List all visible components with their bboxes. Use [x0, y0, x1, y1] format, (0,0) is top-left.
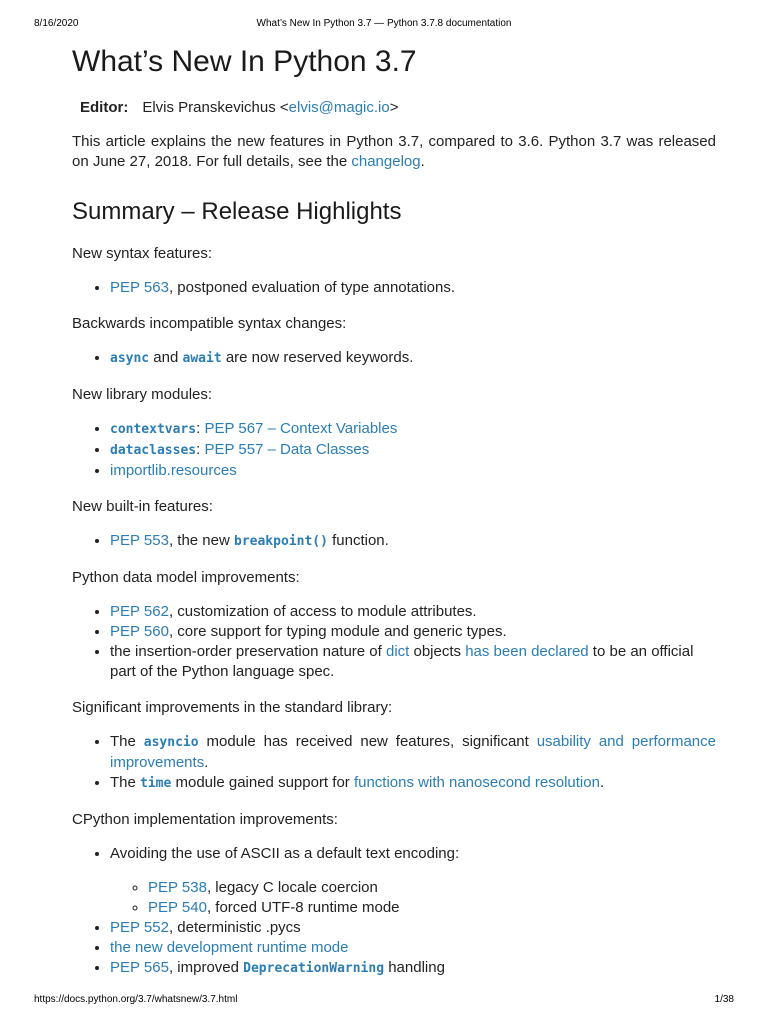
list-item: [110, 531, 716, 552]
pep-565-link[interactable]: PEP 565: [110, 959, 169, 976]
editor-line: [72, 98, 716, 118]
list-item: [110, 348, 716, 369]
list-item-text: , forced UTF-8 runtime mode: [206, 899, 400, 916]
datamodel-list: [72, 602, 716, 682]
pep-562-link[interactable]: PEP 562: [110, 603, 169, 620]
list-item-text: module has received new features, significant: [198, 733, 537, 750]
pep-557-link[interactable]: PEP 557 – Data Classes: [204, 441, 370, 458]
list-item-text: and: [149, 349, 183, 366]
incompat-list: [72, 348, 716, 369]
list-item: [148, 878, 716, 898]
list-item-text: function.: [327, 532, 389, 549]
cpython-list: [72, 844, 716, 979]
stdlib-lead: Significant improvements in the standard library:: [72, 699, 393, 716]
datamodel-lead: Python data model improvements:: [72, 569, 300, 586]
builtins-lead: New built-in features:: [72, 498, 213, 515]
print-title: What’s New In Python 3.7 — Python 3.7.8 documentation: [256, 18, 512, 29]
document-body: [72, 42, 716, 979]
print-date: 8/16/2020: [34, 18, 79, 29]
list-item-text: , the new: [168, 532, 234, 549]
list-item-text: , deterministic .pycs: [168, 919, 301, 936]
asyncio-link[interactable]: asyncio: [143, 735, 199, 750]
editor-label: Editor:: [80, 99, 129, 116]
list-item-text: the insertion-order preservation nature of: [110, 643, 386, 660]
list-item: [110, 958, 716, 979]
has-been-declared-link[interactable]: has been declared: [465, 643, 589, 660]
list-item-text: module gained support for: [171, 774, 354, 791]
list-item-text: , legacy C locale coercion: [206, 879, 378, 896]
list-item: [110, 938, 716, 958]
dev-runtime-mode-link[interactable]: the new development runtime mode: [110, 939, 349, 956]
await-link[interactable]: await: [182, 351, 222, 366]
intro-paragraph: [72, 132, 716, 172]
list-item-sep: :: [196, 441, 205, 458]
modules-list: [72, 419, 716, 481]
cpython-lead: CPython implementation improvements:: [72, 811, 338, 828]
pep-553-link[interactable]: PEP 553: [110, 532, 169, 549]
list-item-text: are now reserved keywords.: [221, 349, 414, 366]
async-link[interactable]: async: [110, 351, 150, 366]
list-item-text: , postponed evaluation of type annotations.: [168, 279, 456, 296]
pep-563-link[interactable]: PEP 563: [110, 279, 169, 296]
list-item-text: , customization of access to module attributes.: [168, 603, 477, 620]
dict-link[interactable]: dict: [385, 643, 410, 660]
intro-text: This article explains the new features in Python 3.7, compared to 3.6. Python 3.7 was released on June 27, 2018. For full details, see the: [72, 133, 716, 170]
list-item: [110, 440, 716, 461]
list-item-text: The: [110, 774, 141, 791]
list-item-text: .: [599, 774, 605, 791]
editor-name: Elvis Pranskevichus <: [142, 99, 289, 116]
list-item: [110, 642, 716, 682]
pep-540-link[interactable]: PEP 540: [148, 899, 207, 916]
modules-lead: New library modules:: [72, 386, 213, 403]
changelog-link[interactable]: changelog: [351, 153, 421, 170]
list-item: [110, 844, 716, 918]
list-item-sep: :: [196, 420, 205, 437]
dataclasses-link[interactable]: dataclasses: [110, 443, 197, 458]
list-item: [110, 622, 716, 642]
list-item-text: .: [204, 754, 209, 771]
list-item: [110, 732, 716, 773]
section-title: Summary – Release Highlights: [72, 198, 402, 225]
list-item: [110, 278, 716, 298]
time-link[interactable]: time: [140, 776, 172, 791]
print-header: [34, 18, 734, 32]
list-item: [148, 898, 716, 918]
incompat-lead: Backwards incompatible syntax changes:: [72, 315, 347, 332]
nanosecond-link[interactable]: functions with nanosecond resolution: [353, 774, 600, 791]
intro-end: .: [420, 153, 425, 170]
editor-email-link[interactable]: elvis@magic.io: [288, 99, 390, 116]
pep-567-link[interactable]: PEP 567 – Context Variables: [204, 420, 398, 437]
builtins-list: [72, 531, 716, 552]
pep-560-link[interactable]: PEP 560: [110, 623, 169, 640]
syntax-list: [72, 278, 716, 298]
importlib-resources-link[interactable]: importlib.resources: [110, 462, 237, 479]
list-item: [110, 419, 716, 440]
breakpoint-link[interactable]: breakpoint(): [234, 534, 328, 549]
list-item: [110, 461, 716, 481]
contextvars-link[interactable]: contextvars: [110, 422, 197, 437]
list-item-text: Avoiding the use of ASCII as a default text encoding:: [110, 845, 460, 862]
print-footer: [34, 994, 734, 1008]
list-item: [110, 773, 716, 794]
stdlib-list: [72, 732, 716, 794]
list-item-text: handling: [384, 959, 445, 976]
list-item-text: to be an official part of the Python language spec.: [110, 643, 694, 680]
print-url: https://docs.python.org/3.7/whatsnew/3.7.html: [34, 994, 238, 1005]
usability-performance-link[interactable]: usability and performance improvements: [110, 733, 716, 771]
editor-close: >: [389, 99, 399, 116]
pep-538-link[interactable]: PEP 538: [148, 879, 207, 896]
list-item: [110, 602, 716, 622]
list-item-text: , improved: [168, 959, 244, 976]
syntax-lead: New syntax features:: [72, 245, 213, 262]
list-item-text: objects: [409, 643, 466, 660]
list-item-text: The: [110, 733, 144, 750]
page-number: 1/38: [714, 994, 734, 1005]
list-item-text: , core support for typing module and generic types.: [168, 623, 507, 640]
list-item: [110, 918, 716, 938]
cpython-sublist: [110, 878, 716, 918]
page-title: What’s New In Python 3.7: [72, 45, 417, 78]
pep-552-link[interactable]: PEP 552: [110, 919, 169, 936]
deprecationwarning-link[interactable]: DeprecationWarning: [243, 961, 385, 976]
